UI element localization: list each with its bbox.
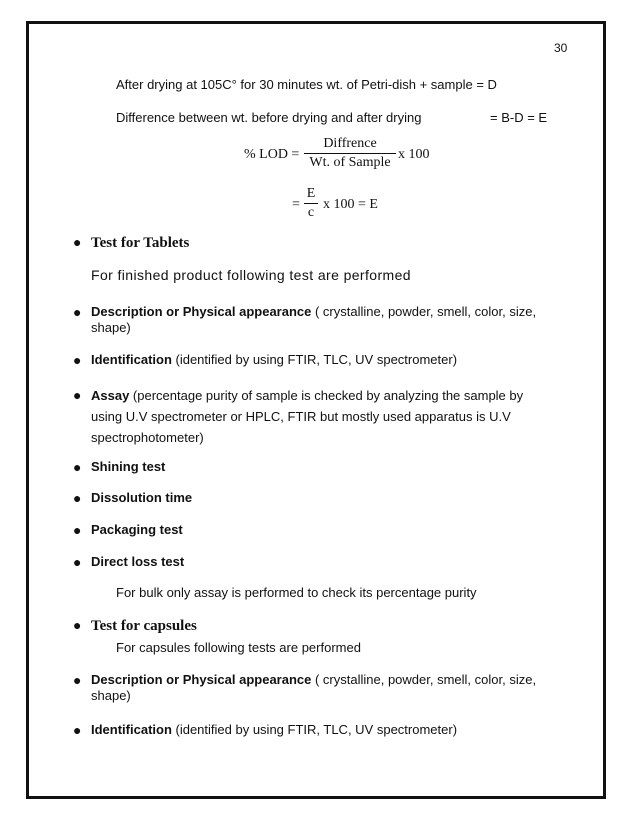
- lod-formula-fraction: [304, 136, 396, 171]
- tablets-item-packaging: ● Packaging test: [73, 522, 183, 538]
- capsules-item-description: ● Description or Physical appearance ( crystalline, powder, smell, color, size, shape): [73, 672, 537, 703]
- page-number: 30: [554, 41, 568, 55]
- bullet-icon: ●: [73, 522, 82, 538]
- tablets-item-assay: ● Assay (percentage purity of sample is checked by analyzing the sample by using U.V spectrometer or HPLC, FTIR but mostly used apparatus is U.V spectrophotometer): [73, 387, 524, 445]
- capsules-intro: For capsules following tests are performed: [116, 640, 361, 655]
- bullet-icon: ●: [73, 554, 82, 570]
- bullet-icon: ●: [73, 722, 82, 738]
- lod-difference-label: Difference between wt. before drying and after drying: [116, 110, 422, 125]
- tablets-item-description: ● Description or Physical appearance ( crystalline, powder, smell, color, size, shape): [73, 304, 537, 335]
- lod-formula2-numerator: E: [304, 186, 318, 204]
- lod-formula-lhs: % LOD =: [244, 147, 300, 162]
- lod-formula2-rest: x 100 = E: [323, 197, 378, 212]
- tablets-item-direct-loss: ● Direct loss test: [73, 554, 185, 570]
- tablets-item-dissolution: ● Dissolution time: [73, 490, 193, 506]
- bullet-icon: ●: [73, 387, 82, 403]
- capsules-heading: ● Test for capsules: [73, 617, 197, 634]
- bullet-icon: ●: [73, 234, 82, 250]
- lod-difference-value: = B-D = E: [490, 110, 548, 125]
- lod-formula-multiplier: x 100: [398, 147, 430, 162]
- bullet-icon: ●: [73, 672, 82, 688]
- tablets-heading: ● Test for Tablets: [73, 234, 190, 251]
- tablets-bulk-note: For bulk only assay is performed to check its percentage purity: [116, 585, 477, 600]
- capsules-item-identification: ● Identification (identified by using FTIR, TLC, UV spectrometer): [73, 722, 458, 738]
- bullet-icon: ●: [73, 617, 82, 633]
- tablets-item-identification: ● Identification (identified by using FTIR, TLC, UV spectrometer): [73, 352, 458, 368]
- bullet-icon: ●: [73, 304, 82, 320]
- lod-formula-numerator: Diffrence: [304, 136, 396, 154]
- lod-formula2-fraction: [304, 186, 318, 221]
- bullet-icon: ●: [73, 490, 82, 506]
- lod-after-drying: After drying at 105C° for 30 minutes wt. of Petri-dish + sample = D: [116, 77, 497, 92]
- lod-formula2-denominator: c: [307, 205, 315, 220]
- lod-formula-denominator: Wt. of Sample: [309, 155, 391, 170]
- bullet-icon: ●: [73, 459, 82, 475]
- bullet-icon: ●: [73, 352, 82, 368]
- tablets-intro: For finished product following test are performed: [91, 267, 411, 283]
- tablets-item-shining: ● Shining test: [73, 459, 166, 475]
- lod-formula2-lhs: =: [292, 197, 300, 212]
